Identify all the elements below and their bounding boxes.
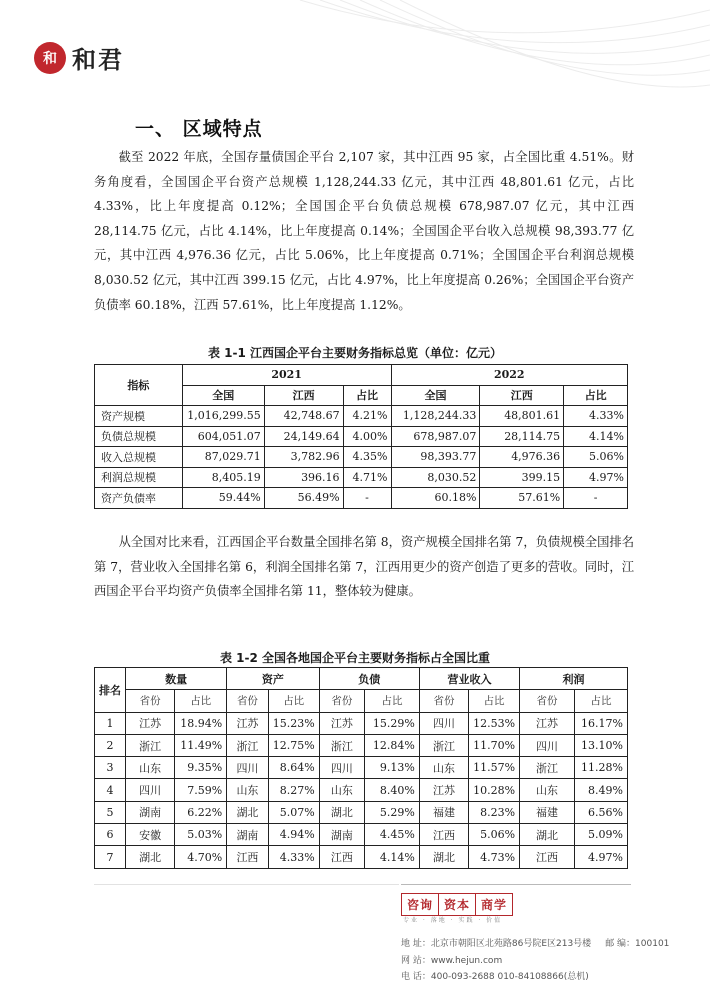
province-cell: 四川	[419, 712, 468, 734]
province-cell: 湖南	[126, 801, 175, 823]
share-cell: 12.84%	[365, 734, 420, 756]
footer-divider	[401, 884, 631, 885]
table-cell: -	[343, 488, 391, 509]
share-cell: 15.29%	[365, 712, 420, 734]
table-row	[95, 846, 628, 868]
indicator-name: 利润总规模	[95, 467, 183, 488]
share-cell: 6.22%	[175, 801, 227, 823]
share-cell: 11.49%	[175, 734, 227, 756]
table-row	[95, 779, 628, 801]
table-row	[95, 757, 628, 779]
table-cell: 4.21%	[343, 406, 391, 427]
province-cell: 江苏	[319, 712, 364, 734]
badge-business-school: 商学	[481, 898, 508, 912]
table-cell: 4.71%	[343, 467, 391, 488]
share-cell: 12.75%	[268, 734, 319, 756]
table-cell: 8,405.19	[182, 467, 264, 488]
subheader-national: 全国	[182, 385, 264, 406]
share-cell: 4.33%	[268, 846, 319, 868]
province-cell: 山东	[419, 757, 468, 779]
paragraph-2-text: 从全国对比来看，江西国企平台数量全国排名第 8，资产规模全国排名第 7，负债规模全国排名第 7，营业收入全国排名第 6，利润全国排名第 7，江西用更少的资产创造了更多的营收。同时，江西国企平台平均资产负债率全国排名第 11，整体较为健康。	[94, 535, 634, 599]
share-cell: 5.06%	[469, 824, 520, 846]
badge-subtitle: 专业 · 落地 · 实践 · 价值	[403, 917, 503, 924]
province-cell: 浙江	[419, 734, 468, 756]
province-cell: 江苏	[520, 712, 575, 734]
badge-capital: 资本	[439, 894, 476, 915]
share-cell: 6.56%	[575, 801, 628, 823]
table-cell: 60.18%	[391, 488, 480, 509]
subheader-share: 占比	[469, 690, 520, 712]
logo-text: 和君	[72, 46, 124, 74]
financial-overview-table	[94, 364, 628, 509]
table-cell: 678,987.07	[391, 426, 480, 447]
indicator-name: 资产规模	[95, 406, 183, 427]
table-cell: 4.14%	[564, 426, 628, 447]
share-cell: 4.14%	[365, 846, 420, 868]
table-cell: 4.35%	[343, 447, 391, 468]
table-cell: 28,114.75	[480, 426, 564, 447]
table-cell: 396.16	[264, 467, 343, 488]
indicator-name: 收入总规模	[95, 447, 183, 468]
table-cell: 56.49%	[264, 488, 343, 509]
province-cell: 湖北	[419, 846, 468, 868]
table-cell: 1,128,244.33	[391, 406, 480, 427]
ranking-table	[94, 667, 628, 869]
table-row	[95, 467, 628, 488]
share-cell: 5.29%	[365, 801, 420, 823]
subheader-province: 省份	[126, 690, 175, 712]
footer-divider-left	[94, 884, 399, 885]
share-cell: 8.40%	[365, 779, 420, 801]
subheader-national: 全国	[391, 385, 480, 406]
table-cell: 98,393.77	[391, 447, 480, 468]
subheader-share: 占比	[365, 690, 420, 712]
share-cell: 5.09%	[575, 824, 628, 846]
province-cell: 浙江	[227, 734, 269, 756]
province-cell: 江西	[419, 824, 468, 846]
header-year-2022: 2022	[391, 365, 628, 386]
table2-caption: 表 1-2 全国各地国企平台主要财务指标占全国比重	[219, 651, 491, 665]
share-cell: 10.28%	[469, 779, 520, 801]
subheader-province: 省份	[227, 690, 269, 712]
province-cell: 江西	[227, 846, 269, 868]
share-cell: 5.07%	[268, 801, 319, 823]
group-header: 数量	[126, 668, 227, 690]
paragraph-1-text: 截至 2022 年底，全国存量债国企平台 2,107 家，其中江西 95 家，占全国比重 4.51%。财务角度看，全国国企平台资产总规模 1,128,244.33 亿元，其中江西 48,801.61 亿元，占比 4.33%，比上年度提高 0.12%；全国国企平台负债总规模 678,987.07 亿元，其中江西 28,114.75 亿元，占比 4.14%，比上年度提高 0.14%；全国国企平台收入总规模 98,393.77 亿元，其中江西 4,976.36 亿元，占比 5.06%，比上年度提高 0.71%；全国国企平台利润总规模 8,030.52 亿元，其中江西 399.15 亿元，占比 4.97%，比上年度提高 0.26%；全国国企平台资产负债率 60.18%，江西 57.61%，比上年度提高 1.12%。	[94, 150, 634, 312]
share-cell: 15.23%	[268, 712, 319, 734]
table-cell: 4,976.36	[480, 447, 564, 468]
table-row	[95, 712, 628, 734]
company-logo	[34, 40, 124, 75]
subheader-share: 占比	[564, 385, 628, 406]
group-header: 负债	[319, 668, 419, 690]
subheader-province: 省份	[419, 690, 468, 712]
table-cell: 42,748.67	[264, 406, 343, 427]
province-cell: 山东	[520, 779, 575, 801]
share-cell: 13.10%	[575, 734, 628, 756]
table-row	[95, 488, 628, 509]
table-row	[95, 824, 628, 846]
province-cell: 江西	[319, 846, 364, 868]
province-cell: 四川	[319, 757, 364, 779]
footer-badge	[401, 893, 513, 916]
share-cell: 4.70%	[175, 846, 227, 868]
province-cell: 浙江	[126, 734, 175, 756]
table-cell: 5.06%	[564, 447, 628, 468]
table-row	[95, 426, 628, 447]
table-cell: 4.00%	[343, 426, 391, 447]
subheader-province: 省份	[319, 690, 364, 712]
table-cell: 59.44%	[182, 488, 264, 509]
share-cell: 4.45%	[365, 824, 420, 846]
header-rank: 排名	[95, 668, 126, 713]
group-header: 资产	[227, 668, 320, 690]
rank-cell: 3	[95, 757, 126, 779]
table-cell: 3,782.96	[264, 447, 343, 468]
share-cell: 7.59%	[175, 779, 227, 801]
footer-postcode: 邮 编：100101	[605, 939, 670, 949]
province-cell: 湖北	[319, 801, 364, 823]
table-row	[95, 801, 628, 823]
province-cell: 福建	[419, 801, 468, 823]
share-cell: 11.57%	[469, 757, 520, 779]
table-cell: 57.61%	[480, 488, 564, 509]
subheader-share: 占比	[343, 385, 391, 406]
share-cell: 11.28%	[575, 757, 628, 779]
province-cell: 江苏	[126, 712, 175, 734]
group-header: 利润	[520, 668, 628, 690]
share-cell: 8.27%	[268, 779, 319, 801]
province-cell: 四川	[227, 757, 269, 779]
province-cell: 四川	[126, 779, 175, 801]
share-cell: 8.23%	[469, 801, 520, 823]
subheader-jiangxi: 江西	[480, 385, 564, 406]
province-cell: 山东	[126, 757, 175, 779]
table-row	[95, 734, 628, 756]
table-cell: 8,030.52	[391, 467, 480, 488]
table-cell: 48,801.61	[480, 406, 564, 427]
table1-caption: 表 1-1 江西国企平台主要财务指标总览（单位：亿元）	[207, 346, 503, 360]
province-cell: 江苏	[227, 712, 269, 734]
indicator-name: 负债总规模	[95, 426, 183, 447]
share-cell: 5.03%	[175, 824, 227, 846]
subheader-share: 占比	[575, 690, 628, 712]
subheader-share: 占比	[175, 690, 227, 712]
rank-cell: 5	[95, 801, 126, 823]
footer-phone: 电 话：400-093-2688 010-84108866(总机)	[401, 972, 589, 982]
share-cell: 18.94%	[175, 712, 227, 734]
province-cell: 山东	[319, 779, 364, 801]
share-cell: 8.49%	[575, 779, 628, 801]
province-cell: 江西	[520, 846, 575, 868]
province-cell: 湖北	[126, 846, 175, 868]
table-cell: 87,029.71	[182, 447, 264, 468]
table-cell: 4.33%	[564, 406, 628, 427]
province-cell: 山东	[227, 779, 269, 801]
table-row	[95, 406, 628, 427]
logo-seal-icon: 和	[34, 42, 66, 74]
share-cell: 4.94%	[268, 824, 319, 846]
subheader-jiangxi: 江西	[264, 385, 343, 406]
section-title: 一、 区域特点	[135, 118, 263, 140]
province-cell: 湖南	[319, 824, 364, 846]
province-cell: 福建	[520, 801, 575, 823]
province-cell: 湖南	[227, 824, 269, 846]
share-cell: 12.53%	[469, 712, 520, 734]
share-cell: 16.17%	[575, 712, 628, 734]
subheader-province: 省份	[520, 690, 575, 712]
table-cell: 1,016,299.55	[182, 406, 264, 427]
rank-cell: 2	[95, 734, 126, 756]
share-cell: 4.97%	[575, 846, 628, 868]
paragraph-overview	[94, 145, 634, 317]
indicator-name: 资产负债率	[95, 488, 183, 509]
paragraph-comparison	[94, 530, 634, 604]
province-cell: 安徽	[126, 824, 175, 846]
share-cell: 9.35%	[175, 757, 227, 779]
rank-cell: 6	[95, 824, 126, 846]
group-header: 营业收入	[419, 668, 519, 690]
badge-consulting: 咨询	[402, 894, 439, 915]
province-cell: 湖北	[227, 801, 269, 823]
province-cell: 四川	[520, 734, 575, 756]
share-cell: 11.70%	[469, 734, 520, 756]
share-cell: 9.13%	[365, 757, 420, 779]
header-indicator: 指标	[95, 365, 183, 406]
rank-cell: 4	[95, 779, 126, 801]
province-cell: 湖北	[520, 824, 575, 846]
table-cell: -	[564, 488, 628, 509]
table-row	[95, 447, 628, 468]
table-cell: 24,149.64	[264, 426, 343, 447]
share-cell: 8.64%	[268, 757, 319, 779]
table-cell: 604,051.07	[182, 426, 264, 447]
header-year-2021: 2021	[182, 365, 391, 386]
footer-website[interactable]: 网 站：www.hejun.com	[401, 955, 503, 966]
table-cell: 399.15	[480, 467, 564, 488]
subheader-share: 占比	[268, 690, 319, 712]
share-cell: 4.73%	[469, 846, 520, 868]
province-cell: 江苏	[419, 779, 468, 801]
rank-cell: 7	[95, 846, 126, 868]
province-cell: 浙江	[319, 734, 364, 756]
table-cell: 4.97%	[564, 467, 628, 488]
footer-contact	[401, 936, 683, 986]
footer-address: 地 址：北京市朝阳区北苑路86号院E区213号楼	[401, 939, 592, 949]
rank-cell: 1	[95, 712, 126, 734]
province-cell: 浙江	[520, 757, 575, 779]
